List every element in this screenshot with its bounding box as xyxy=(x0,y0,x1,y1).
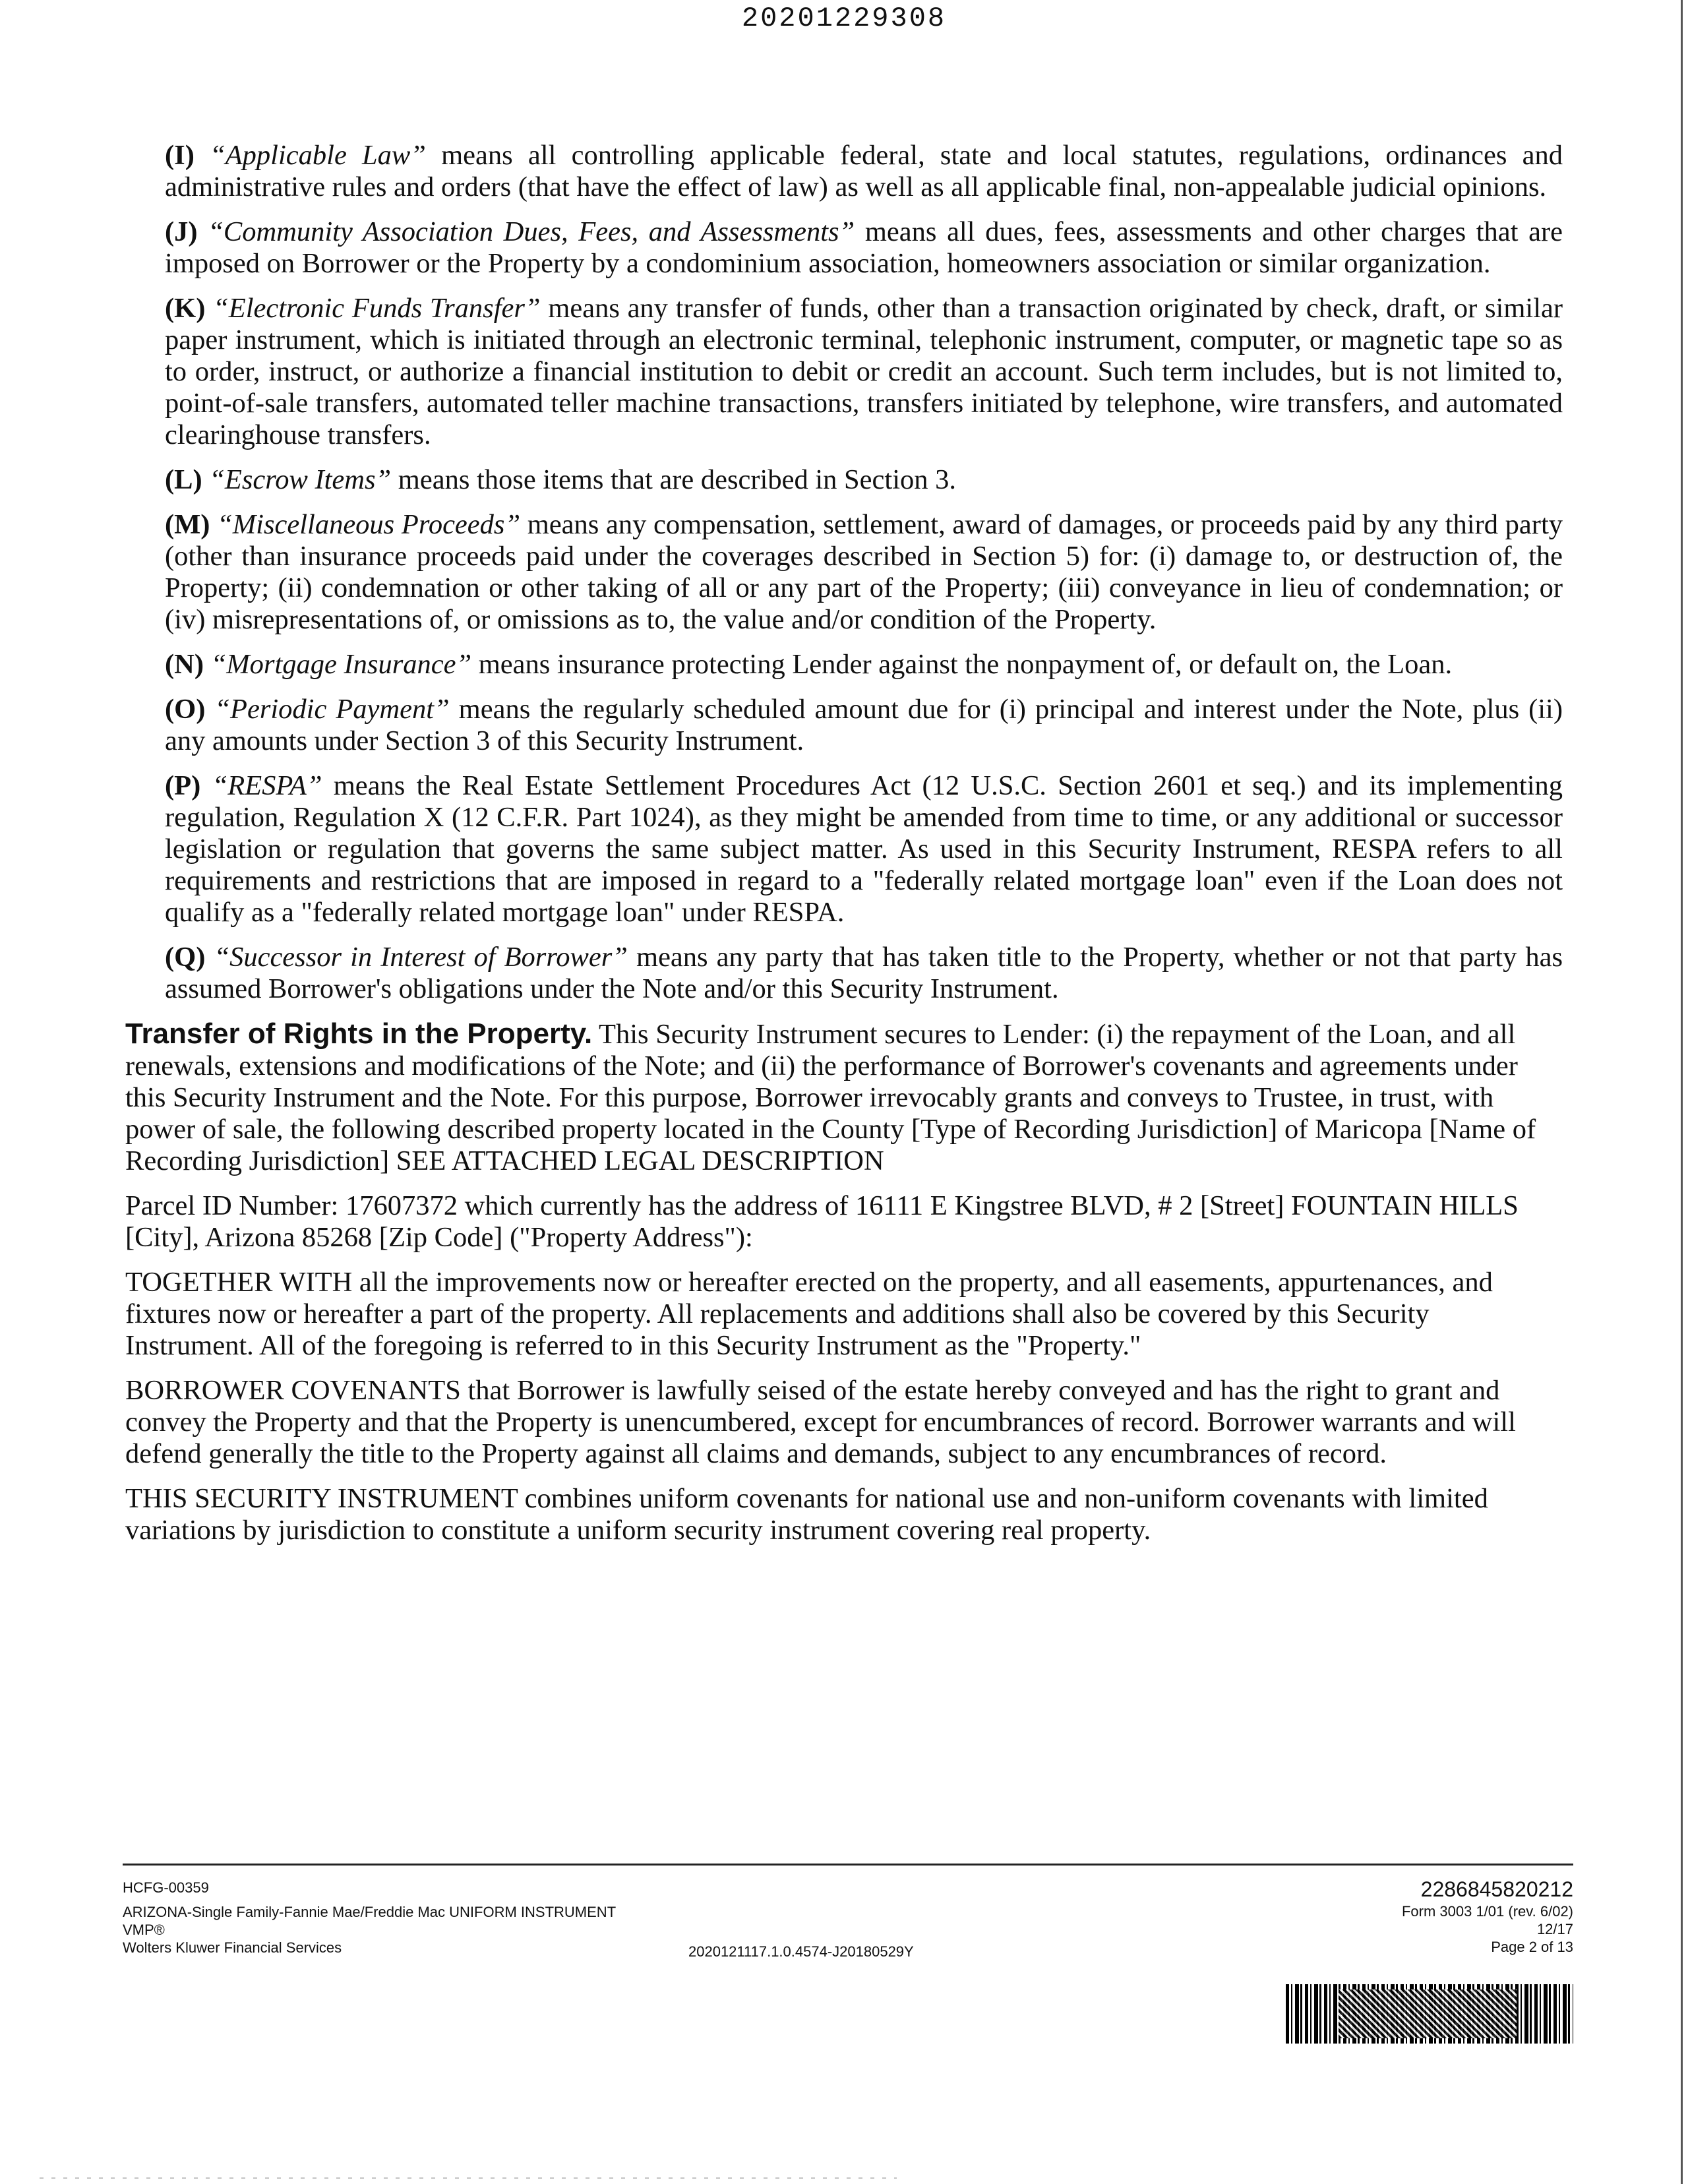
definition-term: “Mortgage Insurance” xyxy=(210,649,472,680)
footer-publisher: Wolters Kluwer Financial Services xyxy=(123,1939,342,1956)
parcel-paragraph: Parcel ID Number: 17607372 which currently has the address of 16111 E Kingstree BLVD, # 2 [Street] FOUNTAIN HILLS [City], Arizona 85268 [Zip Code] ("Property Address"): xyxy=(125,1190,1519,1253)
together-with-paragraph: TOGETHER WITH all the improvements now or hereafter erected on the property, and all easements, appurtenances, and fixtures now or hereafter a part of the property. All replacements and additions shall also be covered by this Security Instrument. All of the foregoing is referred to in this Security Instrument as the "Property." xyxy=(125,1267,1493,1361)
definition-p xyxy=(165,770,1563,928)
footer-vmp: VMP® xyxy=(123,1922,165,1938)
form-number: Form 3003 1/01 (rev. 6/02) xyxy=(1401,1903,1573,1920)
definition-term: “Escrow Items” xyxy=(209,464,392,495)
definition-text: means the Real Estate Settlement Procedures Act (12 U.S.C. Section 2601 et seq.) and its implementing regulation, Regulation X (12 C.F.R. Part 1024), as they might be amended from time to time, or any additional or successor legislation or regulation that governs the same subject matter. As used in this Security Instrument, RESPA refers to all requirements and restrictions that are imposed in regard to a "federally related mortgage loan" even if the Loan does not qualify as a "federally related mortgage loan" under RESPA. xyxy=(165,770,1563,928)
form-date: 12/17 xyxy=(1536,1921,1573,1937)
definition-text: means the regularly scheduled amount due for (i) principal and interest under the Note, plus (ii) any amounts under Section 3 of this Security Instrument. xyxy=(165,694,1563,756)
definition-m xyxy=(165,509,1563,636)
definition-text: means insurance protecting Lender against the nonpayment of, or default on, the Loan. xyxy=(478,649,1453,680)
footer-loan-info xyxy=(1178,1876,1573,1956)
definition-o xyxy=(165,694,1563,757)
footer-form-code: HCFG-00359 xyxy=(123,1879,209,1896)
definition-label: (I) xyxy=(165,140,195,171)
definition-label: (O) xyxy=(165,694,206,725)
transfer-of-rights-paragraph xyxy=(125,1018,1563,1177)
definition-text: means any compensation, settlement, award of damages, or proceeds paid by any third party (other than insurance proceeds paid under the coverages described in Section 5) for: (i) damage to, or destruction of, the Property; (ii) condemnation or other taking of all or any part of the Property; (iii) conveyance in lieu of condemnation; or (iv) misrepresentations of, or omissions as to, the value and/or condition of the Property. xyxy=(165,509,1563,635)
definition-term: “Miscellaneous Proceeds” xyxy=(217,509,521,540)
transfer-text: This Security Instrument secures to Lender: (i) the repayment of the Loan, and all renewals, extensions and modifications of the Note; and (ii) the performance of Borrower's covenants and agreements under this Security Instrument and the Note. For this purpose, Borrower irrevocably grants and conveys to Trustee, in trust, with power of sale, the following described property located in the County [Type of Recording Jurisdiction] of Maricopa [Name of Recording Jurisdiction] SEE ATTACHED LEGAL DESCRIPTION xyxy=(125,1019,1536,1176)
security-instrument-paragraph: THIS SECURITY INSTRUMENT combines uniform covenants for national use and non-uniform covenants with limited variations by jurisdiction to constitute a uniform security instrument covering real property. xyxy=(125,1483,1488,1546)
definition-label: (M) xyxy=(165,509,210,540)
definition-term: “Applicable Law” xyxy=(210,140,426,171)
footer-doc-id: 2020121117.1.0.4574-J20180529Y xyxy=(688,1943,914,1960)
barcode-image xyxy=(1286,1984,1573,2044)
definition-l xyxy=(165,464,1563,496)
definition-label: (P) xyxy=(165,770,201,801)
definition-j xyxy=(165,216,1563,280)
definition-label: (K) xyxy=(165,293,206,324)
definition-text: means all controlling applicable federal, state and local statutes, regulations, ordinances and administrative rules and orders (that have the effect of law) as well as all applicable final, non-appealable judicial opinions. xyxy=(165,140,1563,202)
definition-text: means any party that has taken title to the Property, whether or not that party has assumed Borrower's obligations under the Note and/or this Security Instrument. xyxy=(165,942,1563,1004)
definition-k xyxy=(165,293,1563,451)
definition-label: (N) xyxy=(165,649,204,680)
scan-edge-line xyxy=(1681,0,1683,2184)
definition-text: means those items that are described in Section 3. xyxy=(398,464,957,495)
transfer-heading: Transfer of Rights in the Property. xyxy=(125,1017,593,1050)
scan-artifact xyxy=(40,2177,897,2179)
recording-number: 20201229308 xyxy=(741,3,947,34)
definition-term: “RESPA” xyxy=(212,770,322,801)
definition-text: means any transfer of funds, other than a transaction originated by check, draft, or similar paper instrument, which is initiated through an electronic terminal, telephonic instrument, computer, or magnetic tape so as to order, instruct, or authorize a financial institution to debit or credit an account. Such term includes, but is not limited to, point-of-sale transfers, automated teller machine transactions, transfers initiated by telephone, wire transfers, and automated clearinghouse transfers. xyxy=(165,293,1563,450)
page-footer xyxy=(123,1864,1573,1960)
definition-term: “Successor in Interest of Borrower” xyxy=(214,942,628,973)
page-number: Page 2 of 13 xyxy=(1491,1939,1573,1955)
footer-form-info xyxy=(123,1879,782,1957)
definition-term: “Community Association Dues, Fees, and Assessments” xyxy=(208,216,855,247)
definition-i xyxy=(165,140,1563,203)
definition-label: (Q) xyxy=(165,942,206,973)
definition-label: (J) xyxy=(165,216,198,247)
barcode-pattern xyxy=(1339,1989,1517,2038)
definition-term: “Electronic Funds Transfer” xyxy=(213,293,541,324)
footer-instrument-title: ARIZONA-Single Family-Fannie Mae/Freddie Mac UNIFORM INSTRUMENT xyxy=(123,1904,617,1920)
definition-n xyxy=(165,649,1563,681)
definition-q xyxy=(165,942,1563,1005)
definition-term: “Periodic Payment” xyxy=(214,694,450,725)
borrower-covenants-paragraph: BORROWER COVENANTS that Borrower is lawfully seised of the estate hereby conveyed and has the right to grant and convey the Property and that the Property is unencumbered, except for encumbrances of record. Borrower warrants and will defend generally the title to the Property against all claims and demands, subject to any encumbrances of record. xyxy=(125,1375,1516,1469)
definition-text: means all dues, fees, assessments and other charges that are imposed on Borrower or the Property by a condominium association, homeowners association or similar organization. xyxy=(165,216,1563,279)
loan-number: 2286845820212 xyxy=(1420,1877,1573,1901)
definition-label: (L) xyxy=(165,464,202,495)
document-body xyxy=(125,140,1563,1560)
